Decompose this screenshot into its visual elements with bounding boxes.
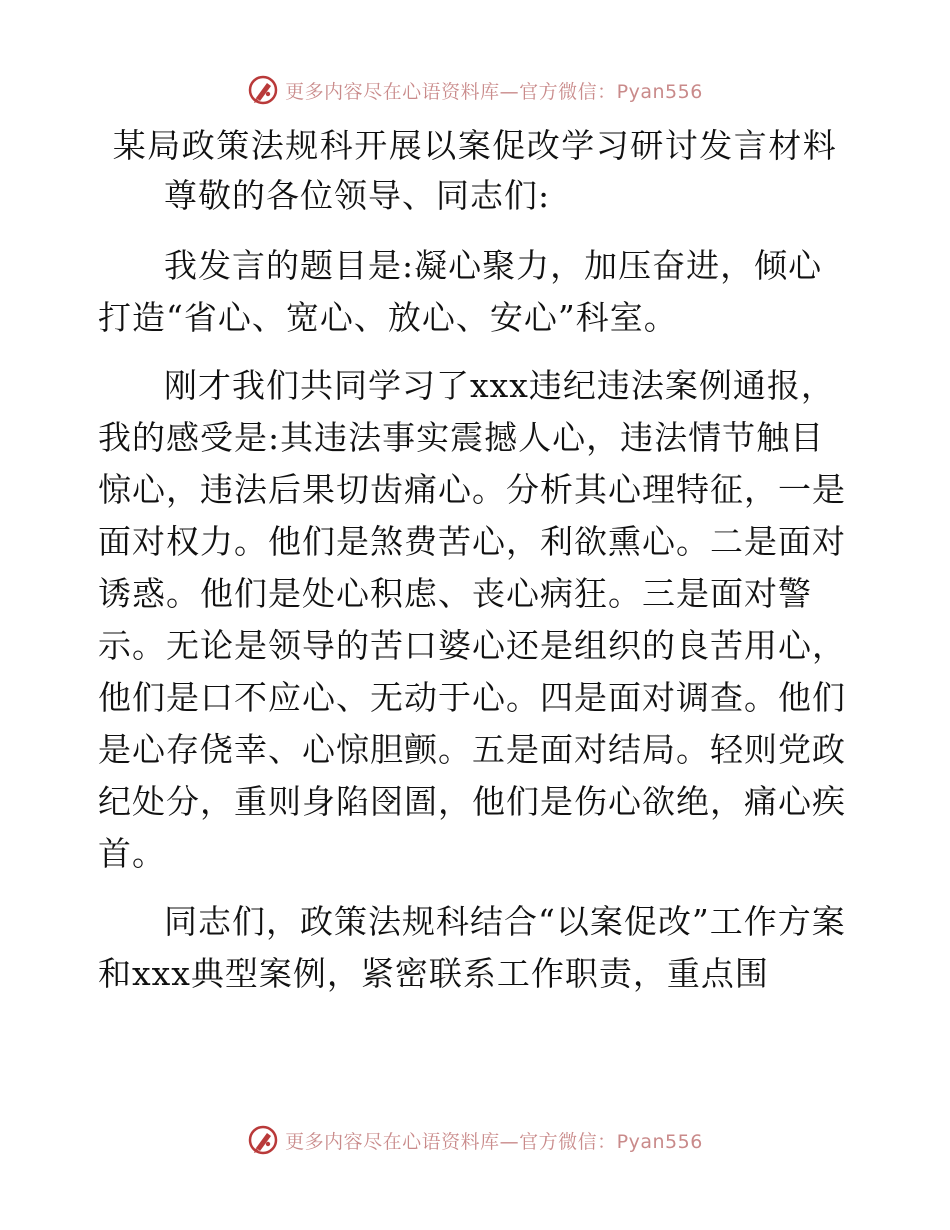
paragraph-case-analysis: 刚才我们共同学习了xxx违纪违法案例通报，我的感受是:其违法事实震撼人心，违法情节触目惊心，违法后果切齿痛心。分析其心理特征，一是面对权力。他们是煞费苦心，利欲熏心。二是面对诱惑。他们是处心积虑、丧心病狂。三是面对警示。无论是领导的苦口婆心还是组织的良苦用心，他们是口不应心、无动于心。四是面对调查。他们是心存侥幸、心惊胆颤。五是面对结局。轻则党政纪处分，重则身陷囹圄，他们是伤心欲绝，痛心疾首。 — [98, 366, 846, 873]
pen-logo-icon — [247, 1124, 279, 1156]
paragraph-salutation: 尊敬的各位领导、同志们: — [164, 176, 551, 215]
watermark-text: 更多内容尽在心语资料库—官方微信：Pyan556 — [285, 1130, 703, 1153]
document-body — [98, 170, 854, 1016]
paragraph-topic: 我发言的题目是:凝心聚力，加压奋进，倾心打造“省心、宽心、放心、安心”科室。 — [98, 246, 823, 337]
paragraph-work-plan: 同志们，政策法规科结合“以案促改”工作方案和xxx典型案例，紧密联系工作职责，重点围 — [98, 902, 846, 993]
watermark-text: 更多内容尽在心语资料库—官方微信：Pyan556 — [285, 80, 703, 103]
document-title: 某局政策法规科开展以案促改学习研讨发言材料 — [112, 126, 838, 165]
header-watermark — [0, 72, 950, 108]
pen-logo-icon — [247, 74, 279, 106]
footer-watermark — [0, 1122, 950, 1158]
